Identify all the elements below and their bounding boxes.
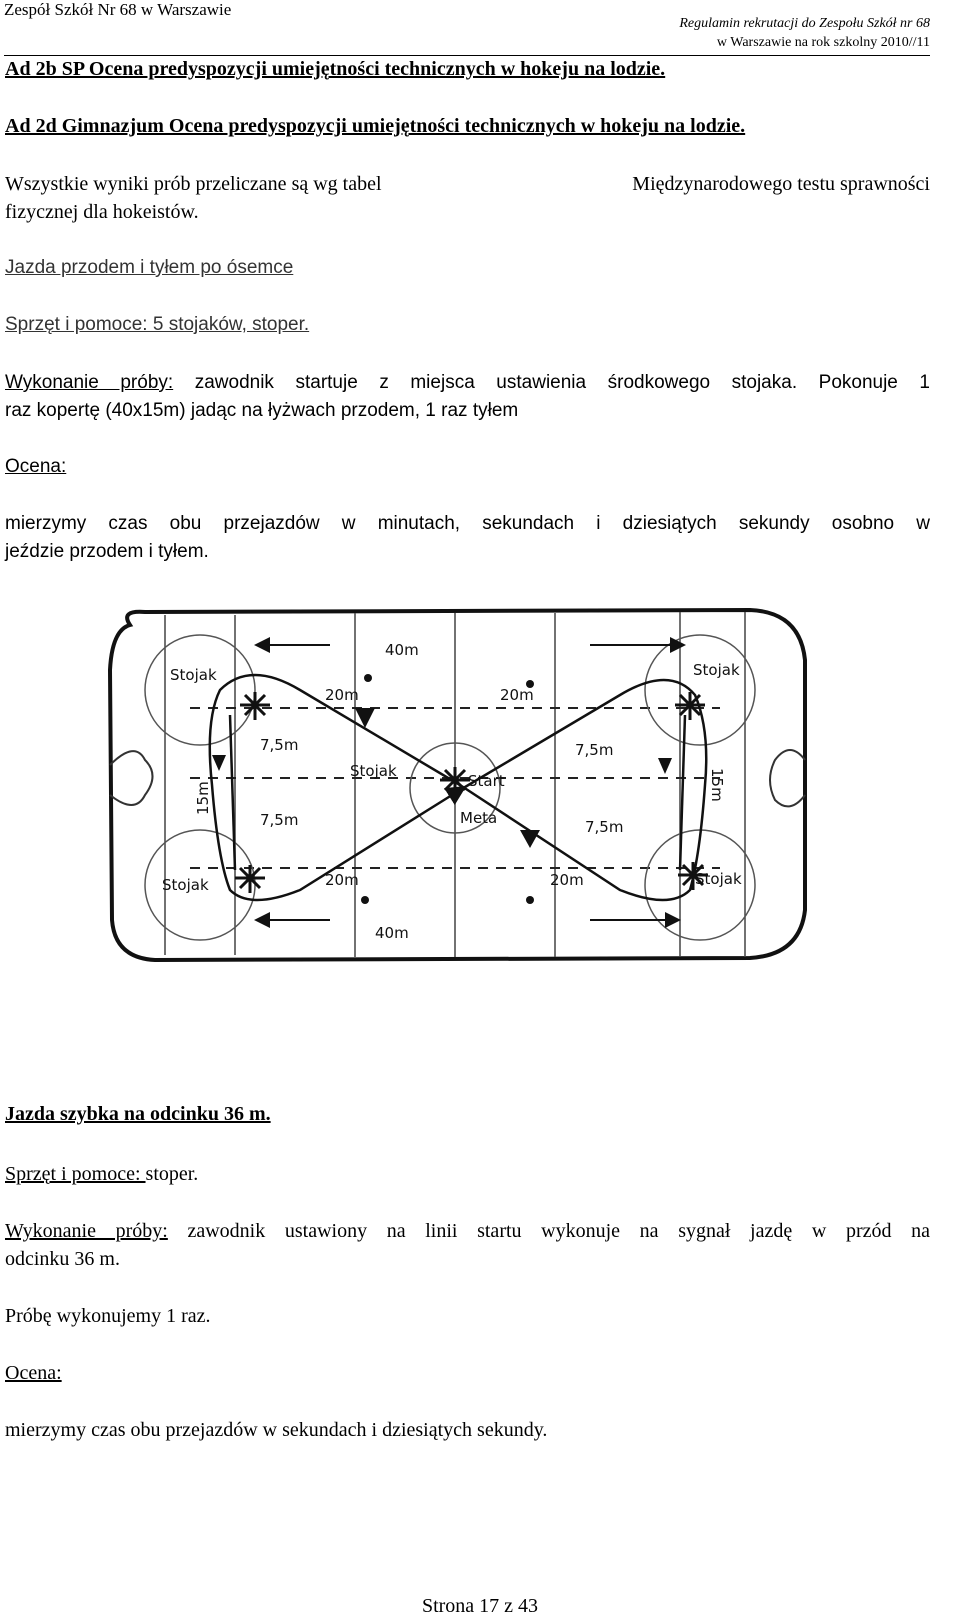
test2-title: Jazda szybka na odcinku 36 m. [5,1103,271,1125]
label-bottom-left-dist: 20m [325,871,359,889]
test2-score-label: Ocena: [5,1362,62,1384]
header-doc-info [679,14,930,52]
test1-score-line2: jeździe przodem i tyłem. [5,541,209,562]
left-goal [110,751,153,805]
label-stand-tl: Stojak [170,666,217,684]
label-right-width: 15m [708,768,726,802]
test1-title: Jazda przodem i tyłem po ósemce [5,257,294,278]
label-top-length: 40m [385,641,419,659]
test2-exec-label: Wykonanie próby: [5,1220,168,1242]
test2-equipment [5,1160,198,1188]
test1-exec-line1: zawodnik startuje z miejsca ustawienia środkowego stojaka. Pokonuje 1 [173,372,930,393]
header-school: Zespół Szkół Nr 68 w Warszawie [4,0,232,19]
test1-score-label: Ocena: [5,456,67,477]
test1-equipment: Sprzęt i pomoce: 5 stojaków, stoper. [5,314,310,335]
test1-exec [5,368,930,425]
label-stand-tr: Stojak [693,661,740,679]
intro-line1-b: Międzynarodowego testu sprawności [632,173,930,195]
label-right-upper-gap: 7,5m [575,741,614,759]
label-stand-bl: Stojak [162,876,209,894]
test2-equipment-text: stoper. [145,1163,199,1185]
test2-score-text: mierzymy czas obu przejazdów w sekundach i dziesiątych sekundy. [5,1419,548,1441]
label-start: Start [468,772,505,790]
label-left-upper-gap: 7,5m [260,736,299,754]
label-top-left-dist: 20m [325,686,359,704]
test2-exec [5,1217,930,1273]
header-doc-subtitle: w Warszawie na rok szkolny 2010//11 [716,35,930,50]
label-left-lower-gap: 7,5m [260,811,299,829]
label-bottom-right-dist: 20m [550,871,584,889]
header-rule [4,55,930,56]
intro-line1-a: Wszystkie wyniki prób przeliczane są wg tabel [5,173,382,195]
label-right-lower-gap: 7,5m [585,818,624,836]
test1-score-line1: mierzymy czas obu przejazdów w minutach, sekundach i dziesiątych sekundy osobno w [5,513,930,534]
label-left-width: 15m [194,781,212,815]
rink-diagram [100,600,820,1020]
test2-exec-line2: odcinku 36 m. [5,1248,120,1270]
test2-repeat: Próbę wykonujemy 1 raz. [5,1305,211,1327]
label-stand-center: Stojak [350,762,397,780]
label-stand-br: Stojak [695,870,742,888]
test1-exec-label: Wykonanie próby: [5,372,174,393]
test2-equipment-label: Sprzęt i pomoce: [5,1163,146,1185]
test1-score [5,510,930,566]
heading-ad2d: Ad 2d Gimnazjum Ocena predyspozycji umiejętności technicznych w hokeju na lodzie. [5,115,746,137]
intro-line2: fizycznej dla hokeistów. [5,201,199,223]
heading-ad2b: Ad 2b SP Ocena predyspozycji umiejętności technicznych w hokeju na lodzie. [5,58,666,80]
header-doc-title: Regulamin rekrutacji do Zespołu Szkół nr 68 [679,16,930,31]
test2-exec-line1: zawodnik ustawiony na linii startu wykonuje na sygnał jazdę w przód na [167,1220,930,1242]
right-goal [770,750,805,806]
intro-paragraph [5,170,930,226]
label-top-right-dist: 20m [500,686,534,704]
label-bottom-length: 40m [375,924,409,942]
page-number: Strona 17 z 43 [421,1595,539,1617]
test1-exec-line2: raz kopertę (40x15m) jadąc na łyżwach przodem, 1 raz tyłem [5,400,519,421]
label-finish: Meta [460,809,498,827]
